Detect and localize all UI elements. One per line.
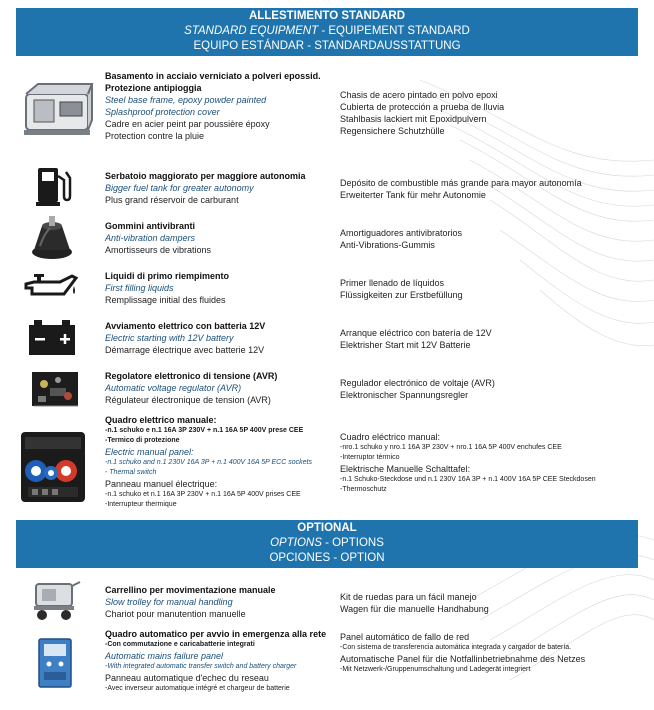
item-de: Automatische Panel für die Notfallinbetriebnahme des Netzes	[340, 654, 586, 664]
item-it: Carrellino per movimentazione manuale	[105, 585, 276, 595]
item-fr: Démarrage électrique avec batterie 12V	[105, 345, 265, 355]
standard-item-dampers	[0, 220, 654, 260]
item-fr-detail1: -Avec inverseur automatique intégré et chargeur de batterie	[105, 685, 290, 692]
optional-item-automatic-panel	[0, 628, 654, 700]
item-es: Amortiguadores antivibratorios	[340, 228, 463, 238]
item-es-detail2: -Interruptor térmico	[340, 454, 400, 461]
item-en-detail1: -With integrated automatic transfer switch and battery charger	[105, 663, 297, 670]
item-en: Electric manual panel:	[105, 447, 194, 457]
item-fr: Régulateur électronique de tension (AVR)	[105, 395, 271, 405]
trolley-icon	[30, 580, 82, 622]
item-en: Bigger fuel tank for greater autonomy	[105, 183, 254, 193]
item-es: Cuadro eléctrico manual:	[340, 432, 441, 442]
standard-item-steel-frame	[0, 70, 654, 150]
item-fr-detail2: -Interrupteur thermique	[105, 501, 177, 508]
standard-item-avr	[0, 370, 654, 410]
item-es-detail1: -nro.1 schuko y nro.1 16A 3P 230V + nro.1 16A 5P 400V enchufes CEE	[340, 444, 562, 451]
item-es: Primer llenado de líquidos	[340, 278, 445, 288]
standard-item-manual-panel	[0, 414, 654, 514]
optional-subtitle-en-fr	[16, 536, 638, 551]
item-en: Automatic mains failure panel	[105, 651, 224, 661]
voltage-regulator-icon	[30, 368, 82, 410]
item-fr-line1: Cadre en acier peint par poussière époxy	[105, 119, 270, 129]
item-it: Avviamento elettrico con batteria 12V	[105, 321, 266, 331]
item-es: Depósito de combustible más grande para mayor autonomía	[340, 178, 582, 188]
item-en: Electric starting with 12V battery	[105, 333, 234, 343]
item-de: Elektrisher Start mit 12V Batterie	[340, 340, 471, 350]
item-en: First filling liquids	[105, 283, 174, 293]
header-subtitle-separator: -	[318, 25, 329, 37]
item-it-line1: Basamento in acciaio verniciato a polveri epossid.	[105, 71, 321, 81]
standard-item-fuel-tank	[0, 170, 654, 210]
item-en: Slow trolley for manual handling	[105, 597, 233, 607]
header-subtitle-en: STANDARD EQUIPMENT	[184, 25, 319, 37]
item-de: Wagen für die manuelle Handhabung	[340, 604, 489, 614]
item-fr: Plus grand réservoir de carburant	[105, 195, 239, 205]
optional-subtitle-es-de: OPCIONES - OPTION	[269, 552, 385, 564]
header-subtitle-fr: EQUIPEMENT STANDARD	[328, 25, 470, 37]
item-it: Liquidi di primo riempimento	[105, 271, 230, 281]
item-it-detail1: -n.1 schuko e n.1 16A 3P 230V + n.1 16A 5P 400V prese CEE	[105, 427, 304, 434]
item-es: Kit de ruedas para un fácil manejo	[340, 592, 477, 602]
item-fr: Panneau automatique d'echec du reseau	[105, 673, 269, 683]
standard-item-battery	[0, 320, 654, 360]
item-it-detail2: -Termico di protezione	[105, 437, 180, 444]
item-es: Panel automático de fallo de red	[340, 632, 470, 642]
header-subtitle-en-fr	[16, 24, 638, 39]
item-es: Regulador electrónico de voltaje (AVR)	[340, 378, 495, 388]
item-fr-line2: Protection contre la pluie	[105, 131, 205, 141]
item-en-detail1: -n.1 schuko and n.1 230V 16A 3P + n.1 400V 16A 5P ECC sockets	[105, 459, 312, 466]
item-en: Automatic voltage regulator (AVR)	[105, 383, 242, 393]
automatic-panel-icon	[38, 638, 72, 688]
item-de-line1: Stahlbasis lackiert mit Epoxidpulvern	[340, 114, 487, 124]
item-es-line1: Chasis de acero pintado en polvo epoxi	[340, 90, 498, 100]
item-de-line2: Regensichere Schutzhülle	[340, 126, 445, 136]
item-it: Gommini antivibranti	[105, 221, 196, 231]
item-es-detail1: -Con sistema de transferencia automática integrada y cargador de batería.	[340, 644, 572, 651]
battery-icon	[28, 320, 78, 356]
item-de-detail2: -Thermoschutz	[340, 486, 387, 493]
header-title: ALLESTIMENTO STANDARD	[248, 10, 406, 22]
item-es: Arranque eléctrico con batería de 12V	[340, 328, 492, 338]
rubber-damper-icon	[28, 216, 78, 262]
item-it: Quadro automatico per avvio in emergenza alla rete	[105, 629, 327, 639]
standard-item-liquids	[0, 270, 654, 310]
item-de: Erweiterter Tank für mehr Autonomie	[340, 190, 486, 200]
item-fr-detail1: -n.1 schuko et n.1 16A 3P 230V + n.1 16A 5P 400V prises CEE	[105, 491, 301, 498]
header-subtitle-es-de: EQUIPO ESTÁNDAR - STANDARDAUSSTATTUNG	[193, 40, 461, 52]
standard-equipment-header	[16, 8, 638, 56]
item-en: Anti-vibration dampers	[105, 233, 196, 243]
optional-title: OPTIONAL	[297, 522, 357, 534]
optional-item-trolley	[0, 584, 654, 624]
item-it-line2: Protezione antipioggia	[105, 83, 202, 93]
item-de: Flüssigkeiten zur Erstbefüllung	[340, 290, 463, 300]
oil-can-icon	[24, 272, 80, 306]
item-de: Anti-Vibrations-Gummis	[340, 240, 435, 250]
optional-subtitle-fr: OPTIONS	[332, 537, 384, 549]
item-de: Elektrische Manuelle Schalttafel:	[340, 464, 471, 474]
item-fr: Amortisseurs de vibrations	[105, 245, 212, 255]
item-en-line1: Steel base frame, epoxy powder painted	[105, 95, 267, 105]
fuel-pump-icon	[34, 164, 74, 208]
item-en-detail2: - Thermal switch	[105, 469, 157, 476]
item-it-detail1: -Con commutazione e caricabatterie integrati	[105, 641, 255, 648]
item-de: Elektronischer Spannungsregler	[340, 390, 469, 400]
item-fr: Panneau manuel électrique:	[105, 479, 218, 489]
item-fr: Remplissage initial des fluides	[105, 295, 226, 305]
item-en-line2: Splashproof protection cover	[105, 107, 220, 117]
optional-subtitle-separator: -	[321, 537, 333, 549]
item-it: Quadro elettrico manuale:	[105, 415, 217, 425]
optional-subtitle-en: OPTIONS	[270, 537, 322, 549]
control-panel-icon	[20, 431, 86, 503]
item-fr: Chariot pour manutention manuelle	[105, 609, 246, 619]
item-de-detail1: -n.1 Schuko-Steckdose und n.1 230V 16A 3P + n.1 400V 16A 5P CEE Steckdosen	[340, 476, 596, 483]
item-de-detail1: -Mit Netzwerk-/Gruppenumschaltung und Ladegerät integriert	[340, 666, 531, 673]
item-it: Serbatoio maggiorato per maggiore autonomia	[105, 171, 306, 181]
steel-frame-icon	[20, 80, 94, 142]
item-it: Regolatore elettronico di tensione (AVR)	[105, 371, 278, 381]
item-es-line2: Cubierta de protección a prueba de lluvia	[340, 102, 505, 112]
optional-header	[16, 520, 638, 568]
